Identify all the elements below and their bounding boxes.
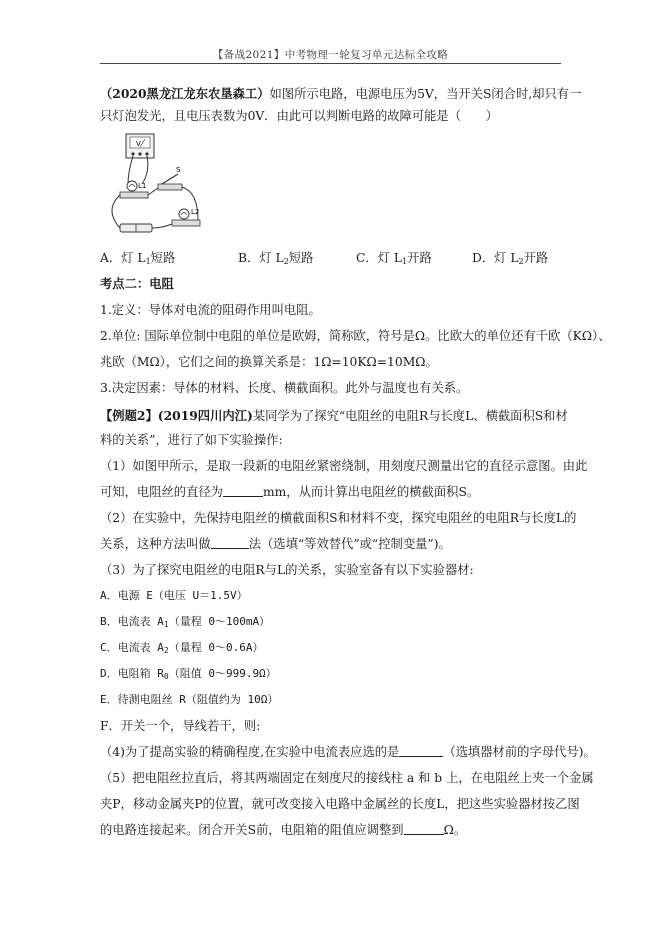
ex2-item-f: F．开关一个，导线若干，则: <box>100 719 261 733</box>
section-p2a: 2.单位: 国际单位制中电阻的单位是欧姆，简称欧，符号是Ω。比欧大的单位还有千欧（KΩ）、 <box>100 329 611 343</box>
header-divider <box>100 63 561 64</box>
ex2-text: 某同学为了探究“电阻丝的电阻R与长度L、横截面积S和材 <box>252 409 568 423</box>
lamp2-bulb <box>179 209 189 219</box>
wire <box>112 195 120 228</box>
page-header: 【备战2021】中考物理一轮复习单元达标全攻略 <box>212 49 449 61</box>
ex2-s4: （4)为了提高实验的精确程度,在实验中电流表应选的是 （选填器材前的字母代号)。 <box>100 745 596 759</box>
answer-blank-resistance[interactable] <box>404 822 444 835</box>
ex2-s5a: （5）把电阻丝拉直后，将其两端固定在刻度尺的接线柱 a 和 b 上，在电阻丝上夹一个金属 <box>100 771 594 785</box>
ex2-s5c: 的电路连接起来。闭合开关S前，电阻箱的阻值应调整到 Ω。 <box>100 823 467 837</box>
wire <box>152 224 172 228</box>
answer-blank-ammeter[interactable] <box>399 744 443 757</box>
ex2-s5b: 夹P，移动金属夹P的位置，就可改变接入电路中金属丝的长度L，把这些实验器材按乙图 <box>100 797 580 811</box>
section-p3: 3.决定因素：导体的材料、长度、横截面积。此外与温度也有关系。 <box>100 381 469 395</box>
ex2-s1b: 可知，电阻丝的直径为 mm，从而计算出电阻丝的横截面积S。 <box>100 485 480 499</box>
q1-line-1 <box>100 86 581 102</box>
ex2-item-a: A．电源 E（电压 U＝1.5V） <box>100 589 248 602</box>
ex2-s1a: （1）如图甲所示，是取一段新的电阻丝紧密绕制，用刻度尺测量出它的直径示意图。由此 <box>100 459 588 473</box>
q1-source: （2020黑龙江龙东农垦森工） <box>100 86 270 101</box>
wire <box>128 156 133 184</box>
q1-option-d: D．灯 $L_2$开路 <box>472 251 549 266</box>
lamp1-bulb <box>127 181 137 191</box>
ex2-item-b: B．电流表 $A_1$（量程 0～100mA） <box>100 615 271 629</box>
switch-lever <box>162 174 178 184</box>
ex2-item-c: C．电流表 $A_2$（量程 0～0.6A） <box>100 641 264 655</box>
ex2-item-e: E．待测电阻丝 R（阻值约为 10Ω） <box>100 693 279 706</box>
ex2-s2a: （2）在实验中，先保持电阻丝的横截面积S和材料不变，探究电阻丝的电阻R与长度L的 <box>100 511 577 525</box>
lamp1-base <box>120 192 148 198</box>
answer-blank-method[interactable] <box>211 536 249 549</box>
ex2-s3: （3）为了探究电阻丝的电阻R与L的关系，实验室备有以下实验器材: <box>100 563 474 577</box>
ex2-line-1 <box>100 408 568 424</box>
ex2-s2b: 关系，这种方法叫做 法（选填“等效替代”或“控制变量”)。 <box>100 537 451 551</box>
ex2-tag: 【例题2】 <box>100 408 158 423</box>
section-p1: 1.定义：导体对电流的阻碍作用叫电阻。 <box>100 303 321 317</box>
lamp2-label: L2 <box>191 208 200 216</box>
voltmeter-terminal <box>131 152 134 155</box>
lamp1-label: L1 <box>138 182 147 190</box>
ex2-item-d: D．电阻箱 $R_0$（阻值 0～999.9Ω） <box>100 667 277 681</box>
switch-base <box>158 184 182 190</box>
voltmeter-label: V <box>136 140 141 148</box>
q1-text-1: 如图所示电路，电源电压为5V，当开关S闭合时,却只有一 <box>269 87 582 101</box>
switch-label: S <box>176 166 181 174</box>
q1-text-2: 只灯泡发光，且电压表数为0V．由此可以判断电路的故障可能是（ ） <box>100 109 498 123</box>
voltmeter-terminal <box>138 152 141 155</box>
q1-option-c: C．灯 $L_1$开路 <box>356 251 432 266</box>
wire <box>142 156 148 184</box>
section-title: 考点二：电阻 <box>100 276 174 291</box>
wire <box>148 188 158 195</box>
section-p2b: 兆欧（MΩ），它们之间的换算关系是：1Ω=10KΩ=10MΩ。 <box>100 355 438 369</box>
circuit-figure <box>98 132 212 244</box>
voltmeter-terminal <box>145 152 148 155</box>
q1-option-a: A．灯 $L_1$短路 <box>100 251 176 266</box>
answer-blank-diameter[interactable] <box>223 484 263 497</box>
ex2-source: (2019四川内江) <box>157 408 253 423</box>
lamp2-base <box>172 220 200 226</box>
q1-option-b: B．灯 $L_2$短路 <box>238 251 314 266</box>
ex2-line-2: 料的关系”，进行了如下实验操作: <box>100 433 283 447</box>
